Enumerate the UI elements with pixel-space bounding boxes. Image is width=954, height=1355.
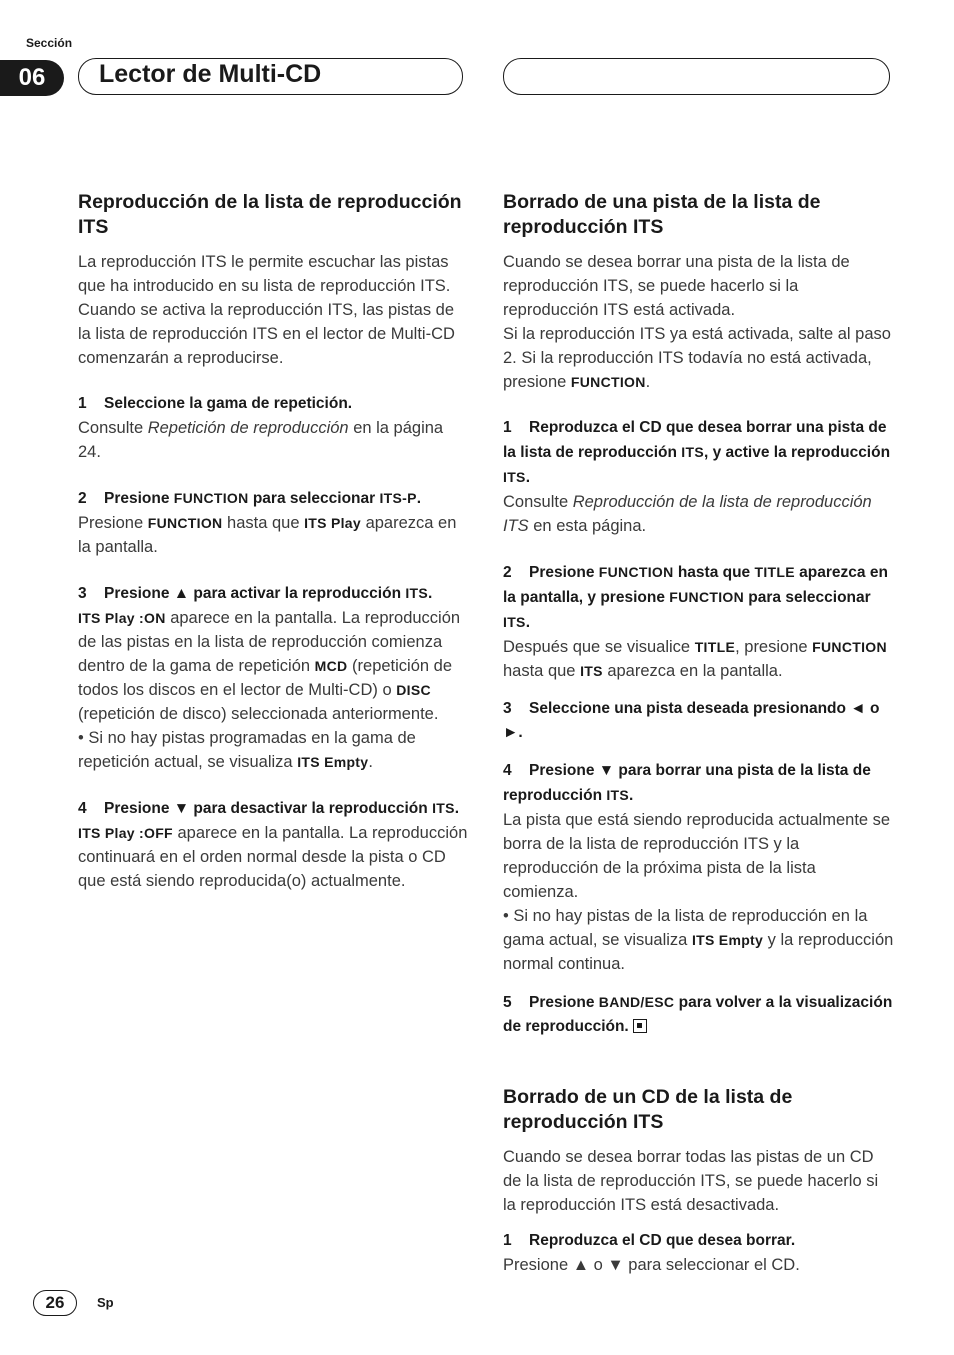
step-4-body: ITS Play :OFF aparece en la pantalla. La reproducción continuará en el orden normal desde la pista o CD que está siendo reproducida(o) actualmente. xyxy=(78,824,468,890)
intro-paragraph-2: Si la reproducción ITS ya está activada, salte al paso 2. Si la reproducción ITS todavía no está activada, presione FUNCTION. xyxy=(503,325,891,391)
step-4-title: 4 Presione ▼ para desactivar la reproducción ITS. xyxy=(78,800,460,817)
del-step-3-title: 3 Seleccione una pista deseada presionando ◄ o ►. xyxy=(503,700,880,741)
intro-paragraph-1: Cuando se desea borrar una pista de la lista de reproducción ITS, se puede hacerlo si la reproducción ITS está activada. xyxy=(503,253,850,319)
step-3-title: 3 Presione ▲ para activar la reproducción ITS. xyxy=(78,585,433,602)
del-step-4-body: La pista que está siendo reproducida actualmente se borra de la lista de reproducción ITS y la reproducción de la próxima pista de la lista comienza. xyxy=(503,811,891,901)
section-number-tab: 06 xyxy=(0,60,64,96)
intro-paragraph: La reproducción ITS le permite escuchar las pistas que ha introducido en su lista de reproducción ITS. Cuando se activa la reproducción ITS, las pistas de la lista de reproducción ITS en el lector de Multi-CD comenzarán a reproducirse. xyxy=(78,253,455,367)
section-label: Sección xyxy=(26,36,73,50)
language-code: Sp xyxy=(97,1295,114,1310)
cd-step-1-title: 1 Reproduzca el CD que desea borrar. xyxy=(503,1232,796,1249)
del-step-2-body: Después que se visualice TITLE, presione FUNCTION hasta que ITS aparezca en la pantalla. xyxy=(503,638,887,680)
del-step-4-bullet: • Si no hay pistas de la lista de reproducción en la gama actual, se visualiza ITS Empty y la reproducción normal continua. xyxy=(503,907,894,973)
del-step-5-title: 5 Presione BAND/ESC para volver a la visualización de reproducción. xyxy=(503,994,893,1035)
step-2-body: Presione FUNCTION hasta que ITS Play aparezca en la pantalla. xyxy=(78,514,457,556)
step-2-title: 2 Presione FUNCTION para seleccionar ITS-P. xyxy=(78,490,422,507)
del-step-2-title: 2 Presione FUNCTION hasta que TITLE aparezca en la pantalla, y presione FUNCTION para seleccionar ITS. xyxy=(503,564,888,631)
step-1-title: 1 Seleccione la gama de repetición. xyxy=(78,395,353,412)
step-1-body: Consulte Repetición de reproducción en la página 24. xyxy=(78,419,444,461)
section-heading-delete-track: Borrado de una pista de la lista de reproducción ITS xyxy=(503,191,821,238)
chapter-title: Lector de Multi-CD xyxy=(99,60,322,88)
chapter-title-box xyxy=(78,58,463,95)
left-column xyxy=(78,190,468,893)
intro-paragraph-3: Cuando se desea borrar todas las pistas de un CD de la lista de reproducción ITS, se puede hacerlo si la reproducción ITS está desactivada. xyxy=(503,1148,879,1214)
empty-header-box xyxy=(503,58,890,95)
step-3-bullet: • Si no hay pistas programadas en la gama de repetición actual, se visualiza ITS Empty. xyxy=(78,729,416,771)
section-heading-delete-cd: Borrado de un CD de la lista de reproducción ITS xyxy=(503,1086,793,1133)
step-3-body: ITS Play :ON aparece en la pantalla. La reproducción de las pistas en la lista de reproducción comienza dentro de la gama de repetición MCD (repetición de todos los discos en el lector de Multi-CD) o DISC (repetición de disco) seleccionada anteriormente. xyxy=(78,609,461,723)
cross-reference: Repetición de reproducción xyxy=(147,419,349,437)
end-of-section-icon xyxy=(633,1019,647,1033)
right-column xyxy=(503,190,895,1277)
del-step-1-title: 1 Reproduzca el CD que desea borrar una pista de la lista de reproducción ITS, y active la reproducción ITS. xyxy=(503,419,891,486)
page-number: 26 xyxy=(33,1290,77,1316)
cd-step-1-body: Presione ▲ o ▼ para seleccionar el CD. xyxy=(503,1256,800,1274)
cross-reference: Reproducción de la lista de reproducción ITS xyxy=(503,493,872,535)
del-step-4-title: 4 Presione ▼ para borrar una pista de la lista de reproducción ITS. xyxy=(503,762,871,804)
section-heading-its-playback: Reproducción de la lista de reproducción ITS xyxy=(78,191,462,238)
del-step-1-body: Consulte Reproducción de la lista de reproducción ITS en esta página. xyxy=(503,493,872,535)
